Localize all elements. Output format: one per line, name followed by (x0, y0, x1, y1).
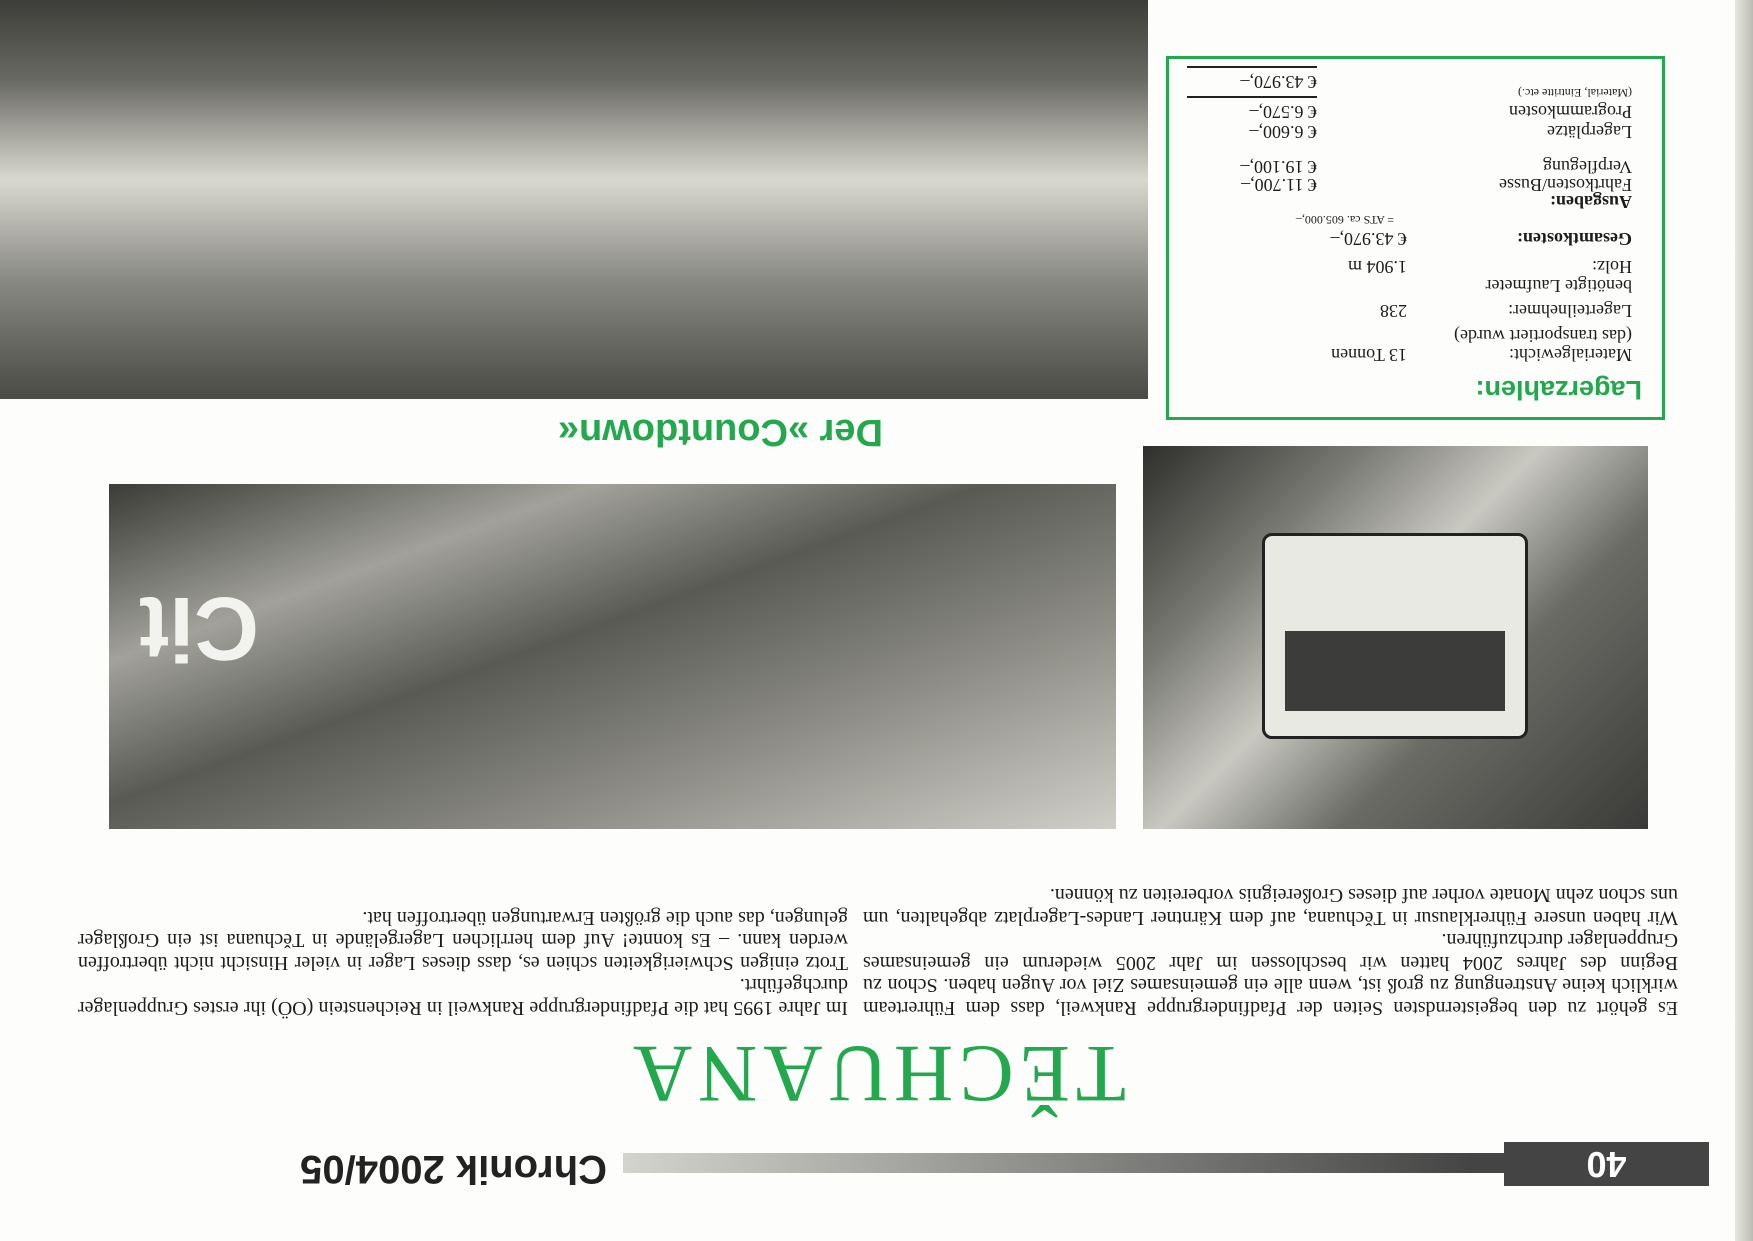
sum-rule (1187, 96, 1317, 98)
sum-value: € 43.970,– (1240, 71, 1317, 92)
expenses-label: Ausgaben: (1549, 191, 1632, 212)
wood-label: benötigte Laufmeter (1485, 276, 1632, 296)
text-column-left (863, 884, 1678, 1019)
page-number: 40 (1504, 1142, 1709, 1186)
chronicle-title: Chronik 2004/05 (207, 1146, 623, 1191)
expense-label: Lagerplätze (1547, 121, 1632, 142)
expense-label: Programmkosten (1509, 101, 1632, 122)
material-label: Materialgewicht: (1509, 344, 1632, 365)
sum-double-rule (1187, 66, 1317, 68)
article-title: TĚCHUANA (627, 1029, 1126, 1120)
text-column-right (78, 907, 848, 1020)
total-value: € 43.970,– (1330, 229, 1407, 250)
participants-value: 238 (1380, 300, 1407, 321)
facts-title: Lagerzahlen: (1475, 375, 1642, 405)
expense-value: € 19.100,– (1240, 157, 1317, 178)
expense-value: € 6.600,– (1249, 121, 1317, 142)
paragraph: Im Jahre 1995 hat die Pfadfindergruppe Rankweil in Reichenstein (OÖ) ihr erstes Gruppenlager durchgeführt. (78, 974, 848, 1019)
expense-label: Fahrtkosten/Busse (1499, 174, 1632, 195)
paragraph: Trotz einigen Schwierigkeiten schien es, dass dieses Lager in vieler Hinsicht nicht übertroffen werden kann. – Es konnte! Auf dem herrlichen Lagergelände in Těchuana ist ein Großlager gelungen, das auch die größten Erwartungen übertroffen hat. (78, 907, 848, 974)
photo-landscape (0, 0, 1148, 399)
expense-value: € 6.570,– (1249, 101, 1317, 122)
wood-label-2: Holz: (1592, 257, 1632, 278)
countdown-heading: Der »Countdown« (557, 411, 883, 453)
wood-value: 1.904 m (1347, 257, 1407, 278)
total-note: = ATS ca. 605.000,– (1295, 213, 1394, 228)
paragraph: Wir haben unsere Führerklausur in Těchuana, auf dem Kärntner Landes-Lagerplatz abgehalten, um uns schon zehn Monate vorher auf dieses Großereignis vorbereiten zu können. (863, 884, 1678, 929)
paragraph: Es gehört zu den begeisterndsten Seiten der Pfadfindergruppe Rankweil, dass dem Führerteam wirklich keine Anstrengung zu groß ist, wenn alle ein gemeinsames Ziel vor Augen haben. Schon zu Beginn des Jahres 2004 hatten wir beschlossen im Jahr 2005 wiederum ein gemeinsames Gruppenlager durchzuführen. (863, 929, 1678, 1019)
material-note: (das transportiert wurde) (1454, 325, 1632, 346)
facts-box (1166, 56, 1665, 420)
expense-note: (Material, Eintritte etc.) (1518, 85, 1632, 100)
photo-bus (1143, 446, 1648, 829)
expense-label: Verpflegung (1543, 157, 1632, 178)
photo-group-train (109, 484, 1116, 829)
expense-value: € 11.700,– (1241, 174, 1317, 195)
participants-label: Lagerteilnehmer: (1508, 300, 1632, 321)
train-lettering: Cit (139, 578, 259, 678)
total-label: Gesamtkosten: (1517, 229, 1632, 250)
material-value: 13 Tonnen (1331, 344, 1407, 365)
bus-icon (1262, 533, 1528, 739)
